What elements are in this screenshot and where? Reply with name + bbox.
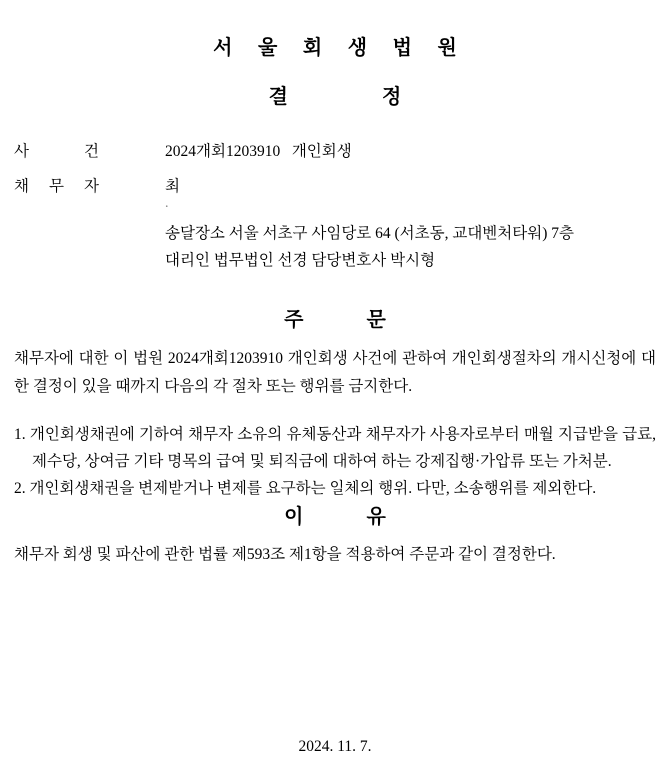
case-label-char: 사 (14, 143, 29, 160)
iyu-paragraph: 채무자 회생 및 파산에 관한 법률 제593조 제1항을 적용하여 주문과 같이 결정한다. (14, 546, 556, 563)
case-label-char: 건 (84, 143, 99, 160)
iyu-heading (14, 505, 656, 529)
service-address-line: 송달장소 서울 서초구 사임당로 64 (서초동, 교대벤처타워) 7층 (165, 225, 574, 242)
jumun-item-2-text: 개인회생채권을 변제받거나 변제를 요구하는 일체의 행위. 다만, 소송행위를 제외한다. (29, 480, 597, 497)
jumun-intro-paragraph: 채무자에 대한 이 법원 2024개회1203910 개인회생 사건에 관하여 개인회생절차의 개시신청에 대한 결정이 있을 때까지 다음의 각 절차 또는 행위를 금지한다. (14, 350, 656, 395)
jumun-item-2 (14, 475, 656, 502)
document-type-char-first: 결 (268, 86, 288, 108)
address-block (165, 221, 656, 274)
court-name-heading (14, 36, 656, 60)
jumun-item-1-number: 1. (14, 426, 26, 443)
debtor-name-value: 최 (165, 178, 180, 195)
debtor-label (14, 177, 99, 197)
jumun-item-1-text: 개인회생채권에 기하여 채무자 소유의 유체동산과 채무자가 사용자로부터 매월 지급받을 급료, 제수당, 상여금 기타 명목의 급여 및 퇴직금에 대하여 하는 강제집행·가압류 또는 가처분. (29, 426, 657, 470)
document-type-char-second: 정 (382, 86, 402, 108)
jumun-heading-char-first: 주 (284, 309, 304, 331)
debtor-row (14, 177, 656, 197)
redaction-dot: . (165, 196, 169, 211)
case-label (14, 142, 99, 162)
case-info-section (14, 142, 656, 197)
case-number-row (14, 142, 656, 162)
iyu-heading-char-second: 유 (366, 506, 386, 528)
jumun-heading-char-second: 문 (366, 309, 386, 331)
debtor-label-char: 자 (84, 178, 99, 195)
decision-date: 2024. 11. 7. (298, 738, 372, 755)
court-name-text: 서 울 회 생 법 원 (213, 37, 467, 59)
jumun-heading (14, 308, 656, 332)
debtor-label-char: 무 (49, 178, 64, 195)
case-number-value: 2024개회1203910 개인회생 (165, 143, 352, 160)
attorney-line: 대리인 법무법인 선경 담당변호사 박시형 (165, 251, 436, 269)
jumun-item-1 (14, 421, 656, 475)
document-type-heading (14, 85, 656, 109)
jumun-list (14, 421, 656, 502)
debtor-label-char: 채 (14, 178, 29, 195)
iyu-heading-char-first: 이 (284, 506, 304, 528)
jumun-item-2-number: 2. (14, 480, 26, 497)
